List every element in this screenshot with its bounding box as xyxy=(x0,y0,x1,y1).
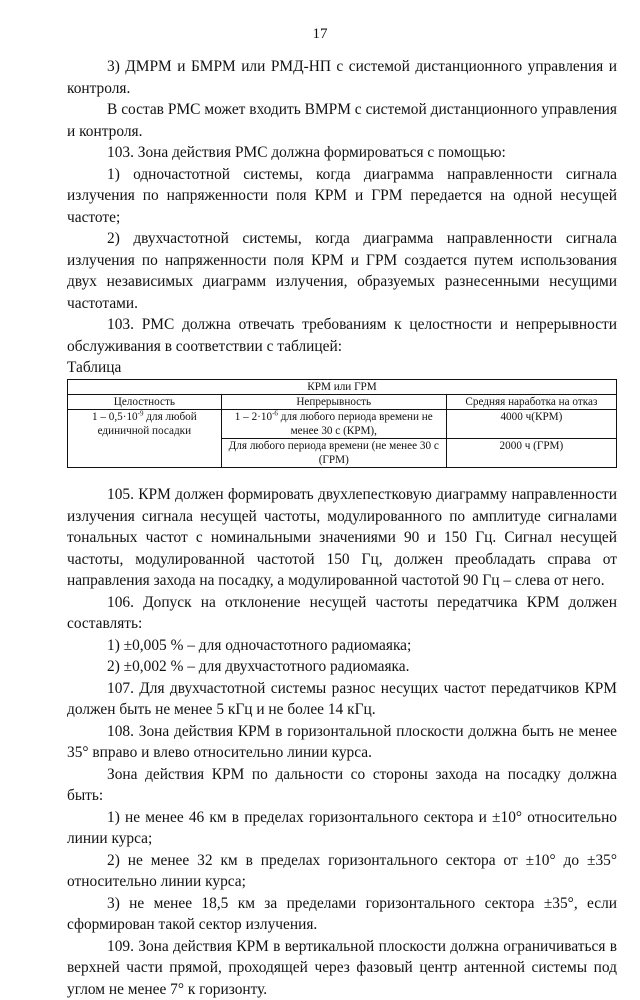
table-header-row xyxy=(68,395,617,410)
paragraph: 105. КРМ должен формировать двухлепестковую диаграмму направленности излучения сигнала несущей частоты, модулированного по амплитуде сигналами тональных частот с номинальными значениями 90 и 150 Гц. Сигнал несущей частоты, модулированной частотой 150 Гц, должен преобладать справа от направления захода на посадку, а модулированной частотой 90 Гц – слева от него. xyxy=(67,484,617,592)
paragraph: 103. Зона действия РМС должна формироваться с помощью: xyxy=(67,142,617,164)
paragraph: 107. Для двухчастотной системы разнос несущих частот передатчиков КРМ должен быть не менее 5 кГц и не более 14 кГц. xyxy=(67,678,617,721)
paragraph: 2) не менее 32 км в пределах горизонтального сектора от ±10° до ±35° относительно линии курса; xyxy=(67,850,617,893)
integrity-value-base: 1 – 0,5·10 xyxy=(92,411,138,423)
paragraph: 3) ДМРМ и БМРМ или РМД-НП с системой дистанционного управления и контроля. xyxy=(67,56,617,99)
paragraph: 1) ±0,005 % – для одночастотного радиомаяка; xyxy=(67,635,617,657)
continuity-grm-cell: Для любого периода времени (не менее 30 с (ГРМ) xyxy=(221,439,446,468)
paragraph: 109. Зона действия КРМ в вертикальной плоскости должна ограничиваться в верхней части прямой, проходящей через фазовый центр антенной системы под углом не менее 7° к горизонту. xyxy=(67,936,617,1000)
integrity-cell xyxy=(68,410,222,468)
paragraph: В состав РМС может входить ВМРМ с системой дистанционного управления и контроля. xyxy=(67,99,617,142)
continuity-krm-base: 1 – 2·10 xyxy=(235,411,272,423)
paragraph: 108. Зона действия КРМ в горизонтальной плоскости должна быть не менее 35° вправо и влево относительно линии курса. xyxy=(67,721,617,764)
paragraph: 103. РМС должна отвечать требованиям к целостности и непрерывности обслуживания в соответствии с таблицей: xyxy=(67,314,617,357)
table-header-span: КРМ или ГРМ xyxy=(68,380,617,395)
table-header-span-row xyxy=(68,380,617,395)
paragraph: 3) не менее 18,5 км за пределами горизонтального сектора ±35°, если сформирован такой сектор излучения. xyxy=(67,893,617,936)
paragraph: 1) одночастотной системы, когда диаграмма направленности сигнала излучения по напряженности поля КРМ и ГРМ передается на одной несущей частоте; xyxy=(67,164,617,229)
mtbf-grm-cell: 2000 ч (ГРМ) xyxy=(446,439,616,468)
paragraph: 2) ±0,002 % – для двухчастотного радиомаяка. xyxy=(67,656,617,678)
mtbf-krm-cell: 4000 ч(КРМ) xyxy=(446,410,616,439)
paragraph: 106. Допуск на отклонение несущей частоты передатчика КРМ должен составлять: xyxy=(67,592,617,635)
col-mtbf-header: Средняя наработка на отказ xyxy=(446,395,616,410)
page-number: 17 xyxy=(0,26,640,43)
paragraph: 2) двухчастотной системы, когда диаграмма направленности сигнала излучения по напряженности поля КРМ и ГРМ создается путем использования двух независимых диаграмм излучения, образуемых разнесенными несущими частотами. xyxy=(67,228,617,314)
integrity-value-text: для любой единичной посадки xyxy=(98,411,197,437)
paragraphs-bottom xyxy=(67,484,617,1000)
col-integrity-header: Целостность xyxy=(68,395,222,410)
col-continuity-header: Непрерывность xyxy=(221,395,446,410)
paragraph: Зона действия КРМ по дальности со стороны захода на посадку должна быть: xyxy=(67,764,617,807)
paragraph: 1) не менее 46 км в пределах горизонтального сектора и ±10° относительно линии курса; xyxy=(67,807,617,850)
document-body xyxy=(67,56,617,1000)
requirements-table xyxy=(67,379,617,468)
continuity-krm-text: для любого периода времени не менее 30 с (КРМ), xyxy=(278,411,433,437)
table-caption: Таблица xyxy=(67,357,617,379)
continuity-krm-exponent: -6 xyxy=(272,409,278,417)
continuity-krm-cell xyxy=(221,410,446,439)
paragraphs-top xyxy=(67,56,617,357)
table-row xyxy=(68,410,617,439)
integrity-value-exponent: -9 xyxy=(138,409,144,417)
